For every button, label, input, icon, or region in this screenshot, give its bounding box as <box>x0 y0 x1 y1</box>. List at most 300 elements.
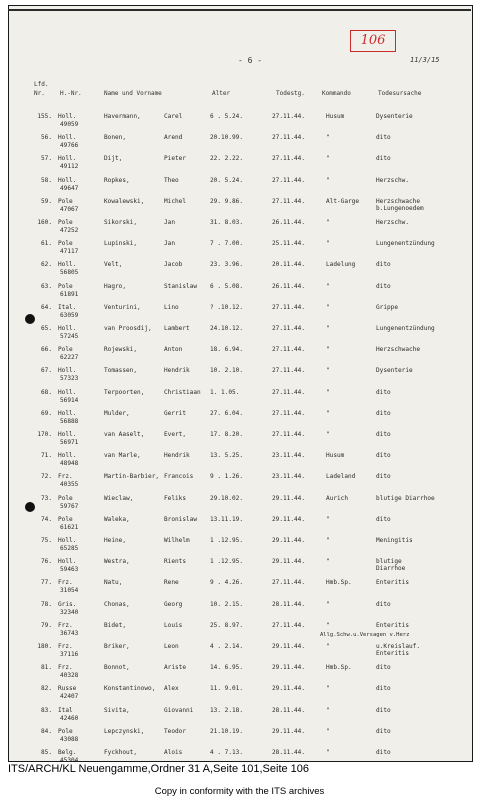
nationality: Pole <box>58 515 73 523</box>
prisoner-number: 47252 <box>60 227 79 234</box>
kommando: " <box>326 685 330 693</box>
prisoner-number: 57245 <box>60 333 79 340</box>
surname: van Proosdij, <box>104 325 152 332</box>
death-date: 27.11.44. <box>272 621 306 629</box>
kommando: " <box>326 537 330 544</box>
death-date: 26.11.44. <box>272 219 306 226</box>
cause-of-death: dito <box>376 515 391 523</box>
death-date: 27.11.44. <box>272 197 306 205</box>
cause-of-death: Lungenentzündung <box>376 325 435 332</box>
birth-date: 20.10.99. <box>210 134 244 142</box>
birth-date: 20. 5.24. <box>210 176 244 184</box>
row-number: 180. <box>37 643 52 650</box>
archive-reference: ITS/ARCH/KL Neuengamme,Ordner 31 A,Seite 101,Seite 106 <box>8 763 310 775</box>
birth-date: 10. 2.10. <box>210 367 244 375</box>
cause-of-death: dito <box>376 431 391 438</box>
surname: Briker, <box>104 643 130 650</box>
cause-of-death: blutige <box>376 558 402 566</box>
kommando: " <box>326 325 330 332</box>
kommando: " <box>326 621 330 629</box>
kommando: " <box>326 706 330 714</box>
table-row <box>0 642 479 663</box>
row-number: 73. <box>40 494 52 502</box>
row-number: 65. <box>40 325 52 332</box>
birth-date: 9 . 4.26. <box>210 579 244 587</box>
first-name: Teodor <box>164 727 187 735</box>
birth-date: 21.10.19. <box>210 727 244 735</box>
column-header-age: Alter <box>212 90 231 97</box>
kommando: " <box>326 282 330 290</box>
cause-of-death: Herzschwache <box>376 346 421 354</box>
cause-of-death: Herzschw. <box>376 176 410 184</box>
nationality: Pole <box>58 240 73 248</box>
table-row <box>0 451 479 472</box>
birth-date: 24.10.12. <box>210 325 244 332</box>
prisoner-number: 47117 <box>60 248 79 256</box>
prisoner-number: 48948 <box>60 460 79 468</box>
table-row <box>0 536 479 557</box>
nationality: Russe <box>58 685 77 693</box>
table-row <box>0 663 479 684</box>
table-row <box>0 303 479 324</box>
death-date: 27.11.44. <box>272 388 306 396</box>
row-number: 61. <box>40 240 52 248</box>
kommando: " <box>326 558 330 566</box>
first-name: Francois <box>164 473 194 481</box>
prisoner-number: 65285 <box>60 545 79 552</box>
first-name: Georg <box>164 600 183 608</box>
kommando: " <box>326 134 330 142</box>
birth-date: 14. 6.95. <box>210 664 244 672</box>
nationality: Holl. <box>58 113 77 120</box>
birth-date: 31. 8.03. <box>210 219 244 226</box>
row-number: 170. <box>37 431 52 438</box>
cause-of-death: Dysenterie <box>376 367 413 375</box>
death-date: 27.11.44. <box>272 325 306 332</box>
table-row <box>0 409 479 430</box>
cause-of-death: dito <box>376 664 391 672</box>
birth-date: 22. 2.22. <box>210 155 244 163</box>
prisoner-number: 40328 <box>60 672 79 680</box>
death-date: 28.11.44. <box>272 706 306 714</box>
surname: Hagro, <box>104 282 127 290</box>
first-name: Rients <box>164 558 187 566</box>
death-date: 20.11.44. <box>272 261 306 269</box>
row-number: 58. <box>40 176 52 184</box>
prisoner-number: 59767 <box>60 502 79 510</box>
row-number: 67. <box>40 367 52 375</box>
first-name: Alex <box>164 685 179 693</box>
nationality: Frz. <box>58 643 73 650</box>
surname: Bonen, <box>104 134 127 142</box>
table-row <box>0 197 479 218</box>
nationality: Pole <box>58 282 73 290</box>
nationality: Ital <box>58 706 73 714</box>
surname: Konstantinowo, <box>104 685 156 693</box>
first-name: Hendrik <box>164 452 190 460</box>
death-date: 29.11.44. <box>272 537 306 544</box>
table-row <box>0 176 479 197</box>
row-number: 77. <box>40 579 52 587</box>
birth-date: 1. 1.05. <box>210 388 240 396</box>
prisoner-number: 36743 <box>60 629 79 637</box>
table-row <box>0 366 479 387</box>
row-number: 66. <box>40 346 52 354</box>
death-date: 26.11.44. <box>272 282 306 290</box>
row-number: 78. <box>40 600 52 608</box>
kommando: Aurich <box>326 494 349 502</box>
death-date: 27.11.44. <box>272 303 306 311</box>
row-number: 75. <box>40 537 52 544</box>
cause-of-death: Grippe <box>376 303 399 311</box>
kommando: " <box>326 176 330 184</box>
surname: Velt, <box>104 261 123 269</box>
birth-date: 13.11.19. <box>210 515 244 523</box>
table-row <box>0 388 479 409</box>
cause-of-death-line2: b.Lungenoedem <box>376 204 424 212</box>
nationality: Pole <box>58 197 73 205</box>
prisoner-number: 49647 <box>60 184 79 192</box>
first-name: Lambert <box>164 325 190 332</box>
cause-of-death-line2: Enteritis <box>376 650 410 657</box>
nationality: Holl. <box>58 155 77 163</box>
surname: Kowalewski, <box>104 197 145 205</box>
surname: Fyckhout, <box>104 749 138 756</box>
cause-of-death: dito <box>376 706 391 714</box>
cause-of-death: dito <box>376 134 391 142</box>
row-number: 74. <box>40 515 52 523</box>
first-name: Jan <box>164 240 176 248</box>
nationality: Ital. <box>58 303 77 311</box>
nationality: Holl. <box>58 134 77 142</box>
death-date: 27.11.44. <box>272 134 306 142</box>
first-name: Pieter <box>164 155 187 163</box>
row-number: 83. <box>40 706 52 714</box>
table-row <box>0 494 479 515</box>
first-name: Jan <box>164 219 176 226</box>
kommando: " <box>326 749 330 756</box>
birth-date: ? .10.12. <box>210 303 244 311</box>
table-row <box>0 218 479 239</box>
surname: Bidet, <box>104 621 127 629</box>
cause-of-death: dito <box>376 473 391 481</box>
first-name: Theo <box>164 176 179 184</box>
row-number: 71. <box>40 452 52 460</box>
row-number: 57. <box>40 155 52 163</box>
top-rule <box>8 9 471 11</box>
surname: Dijt, <box>104 155 123 163</box>
column-header-lfd-line1: Lfd. <box>34 81 49 88</box>
prisoner-number: 42407 <box>60 693 79 701</box>
cause-of-death: Herzschw. <box>376 219 410 226</box>
copy-note: Copy in conformity with the ITS archives <box>154 786 325 797</box>
kommando: Alt-Garge <box>326 197 360 205</box>
surname: Westra, <box>104 558 130 566</box>
table-row <box>0 430 479 451</box>
cause-of-death: dito <box>376 388 391 396</box>
row-number: 85. <box>40 749 52 756</box>
birth-date: 13. 5.25. <box>210 452 244 460</box>
nationality: Belg. <box>58 749 77 756</box>
table-row <box>0 239 479 260</box>
prisoner-number: 32340 <box>60 608 79 616</box>
kommando: Ladeland <box>326 473 356 481</box>
nationality: Holl. <box>58 452 77 460</box>
nationality: Pole <box>58 727 73 735</box>
surname: Tomassen, <box>104 367 138 375</box>
prisoner-number: 43088 <box>60 735 79 743</box>
death-date: 27.11.44. <box>272 155 306 163</box>
table-row <box>0 282 479 303</box>
surname: Sivita, <box>104 706 130 714</box>
table-row <box>0 727 479 748</box>
death-date: 27.11.44. <box>272 409 306 417</box>
row-number: 64. <box>40 303 52 311</box>
cause-of-death: Enteritis <box>376 621 410 629</box>
nationality: Pole <box>58 219 73 226</box>
birth-date: 4 . 2.14. <box>210 643 244 650</box>
table-row <box>0 621 479 642</box>
cause-of-death: Lungenentzündung <box>376 240 435 248</box>
prisoner-number: 56888 <box>60 417 79 425</box>
prisoner-number: 37116 <box>60 651 79 658</box>
surname: Bonnot, <box>104 664 130 672</box>
kommando: " <box>326 409 330 417</box>
column-header-dod: Todestg. <box>276 90 305 97</box>
nationality: Holl. <box>58 409 77 417</box>
cause-of-death: blutige Diarrhoe <box>376 494 435 502</box>
row-number: 69. <box>40 409 52 417</box>
cause-of-death: dito <box>376 282 391 290</box>
birth-date: 1 .12.95. <box>210 537 244 544</box>
column-header-lfd <box>34 80 48 98</box>
prisoner-number: 31054 <box>60 587 79 595</box>
first-name: Louis <box>164 621 183 629</box>
first-name: Michel <box>164 197 187 205</box>
cause-of-death: Dysenterie <box>376 113 413 120</box>
nationality: Frz. <box>58 621 73 629</box>
row-number: 76. <box>40 558 52 566</box>
death-date: 27.11.44. <box>272 431 306 438</box>
nationality: Frz. <box>58 664 73 672</box>
cause-of-death: u.Kreislauf. <box>376 643 421 650</box>
row-number: 68. <box>40 388 52 396</box>
cause-of-death: dito <box>376 155 391 163</box>
prisoner-number: 61891 <box>60 290 79 298</box>
page-number: - 6 - <box>238 56 263 65</box>
birth-date: 6 . 5.08. <box>210 282 244 290</box>
kommando: " <box>326 155 330 163</box>
first-name: Stanislaw <box>164 282 198 290</box>
first-name: Bronislaw <box>164 515 198 523</box>
row-number: 160. <box>37 219 52 226</box>
nationality: Frz. <box>58 579 73 587</box>
first-name: Christiaan <box>164 388 201 396</box>
first-name: Alois <box>164 749 183 756</box>
birth-date: 6 . 5.24. <box>210 113 244 120</box>
prisoner-number: 47067 <box>60 205 79 213</box>
row-number: 59. <box>40 197 52 205</box>
birth-date: 13. 2.18. <box>210 706 244 714</box>
nationality: Holl. <box>58 431 77 438</box>
nationality: Holl. <box>58 176 77 184</box>
death-date: 27.11.44. <box>272 346 306 354</box>
row-number: 84. <box>40 727 52 735</box>
table-row <box>0 684 479 705</box>
death-date: 28.11.44. <box>272 600 306 608</box>
birth-date: 27. 6.04. <box>210 409 244 417</box>
death-date: 28.11.44. <box>272 749 306 756</box>
surname: Natu, <box>104 579 123 587</box>
birth-date: 9 . 1.26. <box>210 473 244 481</box>
prisoner-number: 56971 <box>60 439 79 446</box>
nationality: Holl. <box>58 261 77 269</box>
table-row <box>0 154 479 175</box>
table-row <box>0 706 479 727</box>
row-number: 81. <box>40 664 52 672</box>
nationality: Gris. <box>58 600 77 608</box>
first-name: Feliks <box>164 494 187 502</box>
kommando: Hmb.Sp. <box>326 664 352 672</box>
table-row <box>0 324 479 345</box>
prisoner-number: 61621 <box>60 523 79 531</box>
nationality: Holl. <box>58 388 77 396</box>
prisoner-number: 56805 <box>60 269 79 277</box>
prisoner-number: 42460 <box>60 714 79 722</box>
kommando: Ladelung <box>326 261 356 269</box>
birth-date: 18. 6.94. <box>210 346 244 354</box>
column-header-kdo: Kommando <box>322 90 351 97</box>
death-date: 29.11.44. <box>272 727 306 735</box>
birth-date: 11. 9.01. <box>210 685 244 693</box>
first-name: Wilhelm <box>164 537 190 544</box>
prisoner-number: 62227 <box>60 354 79 362</box>
surname: van Marle, <box>104 452 141 460</box>
death-date: 25.11.44. <box>272 240 306 248</box>
surname: Chonas, <box>104 600 130 608</box>
table-row <box>0 472 479 493</box>
surname: Ropkes, <box>104 176 130 184</box>
table-row <box>0 260 479 281</box>
cause-of-death: dito <box>376 452 391 460</box>
death-date: 29.11.44. <box>272 558 306 566</box>
first-name: Lino <box>164 303 179 311</box>
death-date: 27.11.44. <box>272 176 306 184</box>
row-number: 72. <box>40 473 52 481</box>
birth-date: 29.10.02. <box>210 494 244 502</box>
surname: Mulder, <box>104 409 130 417</box>
birth-date: 4 . 7.13. <box>210 749 244 756</box>
cause-of-death: dito <box>376 727 391 735</box>
birth-date: 25. 8.97. <box>210 621 244 629</box>
table-row <box>0 515 479 536</box>
column-header-name: Name und Vorname <box>104 90 162 97</box>
kommando: " <box>326 515 330 523</box>
surname: Venturini, <box>104 303 141 311</box>
kommando: " <box>326 388 330 396</box>
cause-of-death: dito <box>376 409 391 417</box>
prisoner-number: 49112 <box>60 163 79 171</box>
cause-of-death: Enteritis <box>376 579 410 587</box>
row-number: 155. <box>37 113 52 120</box>
row-number: 79. <box>40 621 52 629</box>
kommando: Husum <box>326 113 345 120</box>
first-name: Rene <box>164 579 179 587</box>
first-name: Gerrit <box>164 409 187 417</box>
archive-stamp: 106 <box>350 30 396 52</box>
death-date: 29.11.44. <box>272 685 306 693</box>
kommando: " <box>326 346 330 354</box>
surname: Wieclaw, <box>104 494 134 502</box>
surname: Waleka, <box>104 515 130 523</box>
birth-date: 17. 8.20. <box>210 431 244 438</box>
death-date: 27.11.44. <box>272 579 306 587</box>
nationality: Holl. <box>58 367 77 375</box>
birth-date: 7 . 7.00. <box>210 240 244 248</box>
kommando: " <box>326 727 330 735</box>
marginal-note: Allg.Schw.u.Versagen v.Herz <box>320 631 410 638</box>
prisoner-number: 56914 <box>60 396 79 404</box>
kommando: Husum <box>326 452 345 460</box>
death-date: 29.11.44. <box>272 494 306 502</box>
table-row <box>0 557 479 578</box>
kommando: " <box>326 600 330 608</box>
birth-date: 29. 9.86. <box>210 197 244 205</box>
first-name: Ariste <box>164 664 187 672</box>
death-date: 27.11.44. <box>272 367 306 375</box>
death-date: 23.11.44. <box>272 473 306 481</box>
nationality: Frz. <box>58 473 73 481</box>
kommando: " <box>326 643 330 650</box>
first-name: Anton <box>164 346 183 354</box>
first-name: Jacob <box>164 261 183 269</box>
cause-of-death: dito <box>376 600 391 608</box>
column-header-hnr: H.-Nr. <box>60 90 82 97</box>
cause-of-death: Meningitis <box>376 537 413 544</box>
kommando: " <box>326 431 330 438</box>
cause-of-death: Herzschwache <box>376 197 421 205</box>
punch-hole-bottom <box>25 502 35 512</box>
cause-of-death: dito <box>376 749 391 756</box>
nationality: Holl. <box>58 537 77 544</box>
table-row <box>0 112 479 133</box>
table-row <box>0 133 479 154</box>
surname: Rojewski, <box>104 346 138 354</box>
death-date: 29.11.44. <box>272 515 306 523</box>
surname: Lepczynski, <box>104 727 145 735</box>
prisoner-number: 49059 <box>60 121 79 128</box>
surname: Terpoorten, <box>104 388 145 396</box>
prisoner-number: 40355 <box>60 481 79 489</box>
surname: Martin-Barbier, <box>104 473 160 481</box>
surname: Lupinski, <box>104 240 138 248</box>
nationality: Holl. <box>58 325 77 332</box>
birth-date: 1 .12.95. <box>210 558 244 566</box>
birth-date: 10. 2.15. <box>210 600 244 608</box>
column-header-cause: Todesursache <box>378 90 422 97</box>
nationality: Holl. <box>58 558 77 566</box>
death-date: 27.11.44. <box>272 113 306 120</box>
cause-of-death: dito <box>376 261 391 269</box>
kommando: Hmb.Sp. <box>326 579 352 587</box>
birth-date: 23. 3.96. <box>210 261 244 269</box>
handwritten-date: 11/3/15 <box>410 56 440 64</box>
punch-hole-top <box>25 314 35 324</box>
column-header-lfd-line2: Nr. <box>34 90 45 97</box>
nationality: Pole <box>58 494 73 502</box>
prisoner-number: 63059 <box>60 311 79 319</box>
first-name: Giovanni <box>164 706 194 714</box>
